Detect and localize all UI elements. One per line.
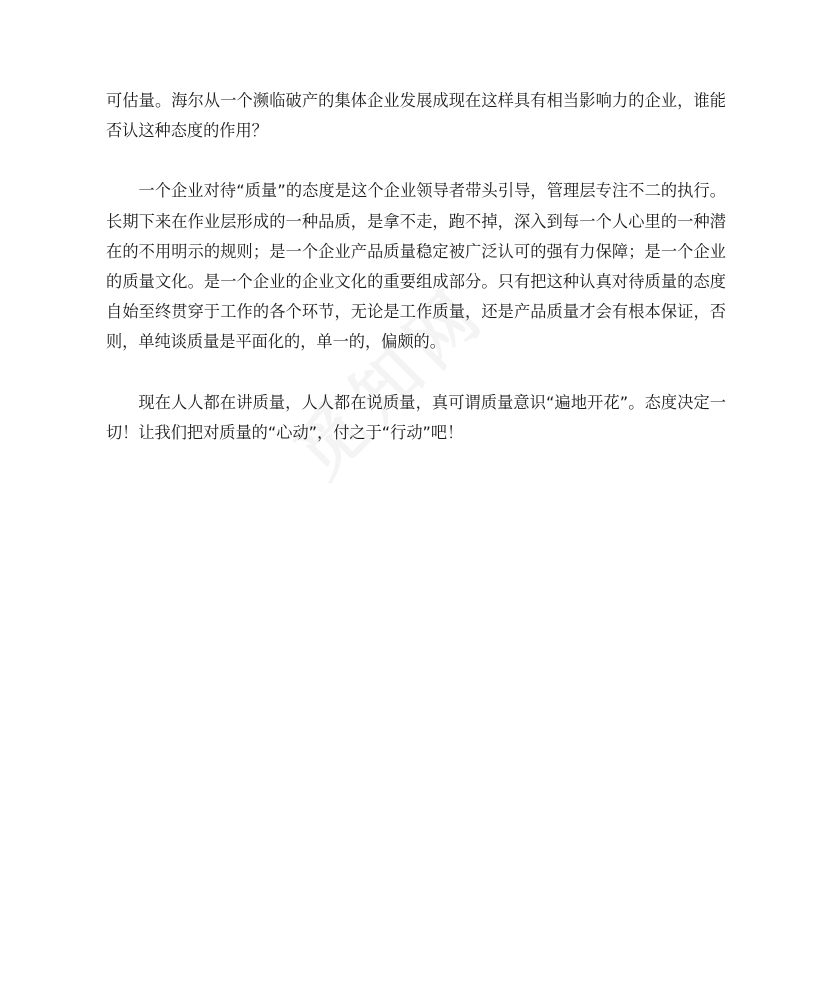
paragraph-gap <box>106 146 726 176</box>
paragraph-2: 一个企业对待“质量”的态度是这个企业领导者带头引导，管理层专注不二的执行。长期下来在作业层形成的一种品质，是拿不走，跑不掉，深入到每一个人心里的一种潜在的不用明示的规则；是一个企业产品质量稳定被广泛认可的强有力保障；是一个企业的质量文化。是一个企业的企业文化的重要组成部分。只有把这种认真对待质量的态度自始至终贯穿于工作的各个环节，无论是工作质量，还是产品质量才会有根本保证，否则，单纯谈质量是平面化的，单一的，偏颇的。 <box>106 181 726 352</box>
document-body <box>106 86 726 448</box>
paragraph-1: 可估量。海尔从一个濒临破产的集体企业发展成现在这样具有相当影响力的企业，谁能否认这种态度的作用？ <box>106 91 726 141</box>
paragraph-gap <box>106 358 726 388</box>
paragraph-3: 现在人人都在讲质量，人人都在说质量，真可谓质量意识“遍地开花”。态度决定一切！让我们把对质量的“心动”，付之于“行动”吧！ <box>106 392 726 442</box>
